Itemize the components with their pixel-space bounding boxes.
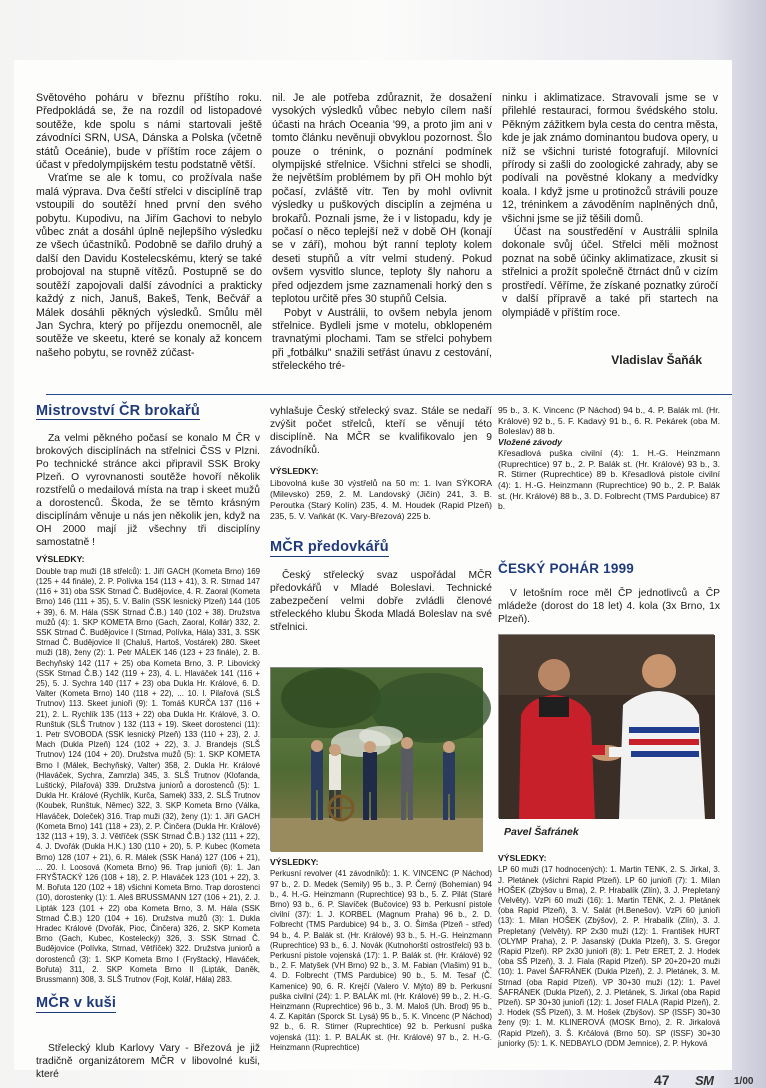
section-title-cesky-pohar: ČESKÝ POHÁR 1999 [498,561,634,577]
author-signature: Vladislav Šaňák [611,353,702,367]
paragraph: Účast na soustředění v Austrálii splnila dokonale svůj účel. Střelci měli možnost poznat na sobě účinky aklimatizace, zkusit si střelnici a prožít společně čtrnáct dnů v cizím prostředí. Věříme, že získané poznatky zúročí v další přípravě a také při startech na olympiádě v příštím roce. [502,226,718,319]
paragraph: nil. Je ale potřeba zdůraznit, že dosažení vysokých výsledků vůbec nebylo cílem naší účasti na hrách Oceania '99, a proto jim ani v tomto článku nevěnuji obvyklou pozornost. Šlo pouze o trénink, o poznání podmínek olympijské střelnice. Všichni střelci se shodli, že největším problémem by při OH mohlo být počasí, zvláště vítr. Ten by mohl ovlivnit výsledky u puškových disciplín a zejména u brokařů. Poznali jsme, že i v listopadu, kdy je počasí o něco teplejší než v době OH (konají se v září), mohou být ranní teploty kolem deseti stupňů a vítr velmi studený. Pokud ovšem vysvitlo slunce, teploty šly nahoru a před odjezdem jsme zaznamenali horký den s teplotou určitě přes 30 stupňů Celsia. [272,92,492,306]
magazine-page [14,60,754,1088]
article-top-col1 [36,92,262,360]
section-divider [46,394,732,395]
section-intro: Český střelecký svaz uspořádal MČR předovkářů v Mladé Boleslavi. Technické zabezpečení velmi dobře zvládli členové střeleckého klubu Škoda Mladá Boleslav na své střelnici. [270,569,492,633]
section-title-kusi: MČR v kuši [36,995,117,1012]
column-middle [270,405,492,634]
column-right [498,405,720,626]
results-header: VÝSLEDKY: [498,853,547,863]
results-text: Libovolná kuše 30 výstřelů na 50 m: 1. Ivan SÝKORA (Milevsko) 259, 2. M. Landovský (Jičín) 241, 3. B. Peroutka (Starý Kolín) 235, 4. M. Houdek (Rapid Plzeň) 235, 5. V. Vaňkát (K. Vary-Březová) 225 b. [270,478,492,521]
kusi-intro-left [36,1042,260,1081]
section-intro: Za velmi pěkného počasí se konalo M ČR v brokových disciplínách na střelnici ČSS v Plzni. Po technické stránce akci připravil SSK Broky Plzeň. O vyrovnanosti soutěže hovoří několik rozstřelů o medailová místa na trap i skeet mužů a dorostenců. Škoda, že se těmto krásným disciplínám věnuje u nás jen několik jen, když na OH 2000 mají již všechny tři disciplíny samostatně ! [36,433,260,549]
paragraph: Vraťme se ale k tomu, co prožívala naše malá výprava. Dva čeští střelci v disciplíně trap vstoupili do soutěží hned první den svého pobytu. Kupodivu, na Jiřím Gachovi to nebylo vůbec znát a dosáhl úplně nejlepšího výsledku ze všech účastníků. Podobně se dařilo druhý a další den Davidu Kostelecskému, který se také probojoval na stupně vítězů. Postupně se do soutěží zapojovali další závodníci a prakticky každý z nich, Januš, Bakeš, Tenk, Bečvář a Málek dosáhli pěkných výsledků. Smůlu měl Jan Sychra, který po příjezdu onemocněl, ale soutěže ve skeetu, které se konaly až koncem našeho pobytu, se rovněž zúčast- [36,172,262,359]
article-top-col3 [502,92,718,320]
section-intro: V letošním roce měl ČP jednotlivců a ČP mládeže (dorost do 18 let) 4. kola (3x Brno, 1x Plzeň). [498,588,720,626]
issue-number: 1/00 [734,1076,754,1087]
results-header: VÝSLEDKY: [36,554,85,565]
paragraph: ninku i aklimatizace. Stravovali jsme se v přilehlé restauraci, formou švédského stolu. Pěkným zážitkem byla cesta do centra města, kde je jak známo dominantou budova opery, u níž se všichni turisté fotografují. Milovníci přírody si zašli do zoologické zahrady, aby se podívali na pověstné klokany a medvídky koala. I když jsme u protinožců strávili pouze 12, tréninkem a závoděním naplněných dnů, všichni jsme se již těšili domů. [502,92,718,225]
photo-handshake [498,634,714,818]
results-text: Perkusní revolver (41 závodníků): 1. K. VINCENC (P Náchod) 97 b., 2. D. Medek (Semily) 95 b., 3. P. Černý (Bohemian) 94 b., 4. H.-G. Heinzmann (Ruprechtice) 93 b., 5. Z. Pilát (Staré Brno) 93 b., 6. P. Slavíček (Bučovice) 93 b. Perkusní pistole civilní (37): 1. J. KORBEL (Magnum Praha) 96 b., 2. D. Folbrecht (TMS Pardubice) 94 b., 3. O. Šimša (Plzeň - střed) 94 b., 4. P. Balák st. (Hr. Králové) 93 b., 5. H.-G. Heinzmann (Ruprechtice) 93 b., 6. J. Novák (Kutnohorští ostrostřelci) 93 b. Perkusní pistole vojenská (17): 1. P. Balák st. (Hr. Králové) 92 b., 2. F. Matyšek (VH Brno) 92 b., 3. M. Fabian (Vlašim) 91 b., 4. D. Folbrecht (TMS Pardubice) 90 b., 5. M. Tesař (Č. Kamenice) 90, 6. R. Krejčí (Valero V. Mýto) 89 b. Perkusní puška civilní (24): 1. P. BALÁK ml. (Hr. Králové) 99 b., 2. H.-G. Heinzmann (Ruprechtice) 96 b., 3. M. Maloš (Uh. Brod) 95 b., 4. Z. Kapitán (Sporck St. Lysá) 95 b., 5. K. Vincenc (P Náchod) 92 b., 6. R. Stirner (Ruprechtice) 92 b. Perkusní puška vojenská (11): 1. P. BALÁK st. (Hr. Králové) 97 b., 2. H.-G. Heinzmann (Ruprechtice) [270,869,492,1052]
results-text: Double trap muži (18 střelců): 1. Jiří GACH (Kometa Brno) 169 (125 + 44 finále), 2. P. Polívka 154 (113 + 41), 3. R. Strnad 147 (116 + 31) oba SSK Strnad Č. Budějovice, 4. R. Zaoral (Kometa Brno) 146 (111 + 35), 5. V. Balín (SSK lesnický Plzeň) 144 (105 + 39), 6. M. Hála (SSK Strnad Č.B.) 140 (102 + 38). Družstva mužů (4): 1. SKP KOMETA Brno (Gach, Zaoral, Kollár) 332, 2. SSK Strnad Č. Budějovice I (Strnad, Polívka, Hála) 331, 3. SSK Strnad Č. Budějovice II (Chaluš, Hartoš, Vostárek) 280. Skeet muži (18), ženy (2): 1. Petr MÁLEK 146 (123 + 23 finále), 2. B. Bechyňský 142 (117 + 25) oba Kometa Brno, 3. P. Libovický (SSK Strnad Č.B.) 142 (119 + 23), 4. L. Hlaváček 141 (116 + 25), 5. J. Sychra 140 (117 + 23) oba Dukla Hr. Králové, 6. D. Valter (Kometa Brno) 140 (118 + 22), ... 10. I. Pilařová (SLŠ Trutnov) 113. Skeet junioři (9): 1. Tomáš KURČA 137 (116 + 21), 2. L. Rychlík 135 (113 + 22) oba Dukla Hr. Králové, 3. O. Runštuk (SLŠ Trutnov ) 132 (113 + 19). Skeet dorostenci (11): 1. Petr SVOBODA (SSK lesnický Plzeň) 133 (110 + 23), 2. J. Mach (Dukla Plzeň) 124 (102 + 22), 3. J. Brandejs (SLŠ Trutnov) 124 (104 + 20). Družstva mužů (5): 1. SKP KOMETA Brno I (Málek, Bechyňský, Valter) 358, 2. Dukla Hr. Králové (Hlaváček, Sychra, Zamrzla) 345, 3. SLŠ Trutnov (Klofanda, Luštický, Pilařová) 339. Družstva juniorů a dorostenců (5): 1. Dukla Hr. Králové (Rychlík, Kurča, Samek) 333, 2. SLŠ Trutnov (Koubek, Runštuk, Němec) 322, 3. SKP Kometa Brno (Válka, Hlaváček, Doleček) 316. Trap muži (32), ženy (1): 1. Jiří GACH (Kometa Brno) 141 (118 + 23), 2. P. Činčera (Dukla Hr. Králové) 132 (113 + 19), 3. J. Větříček (SSK Strnad Č.B.) 132 (111 + 22), 4. J. Dvořák (Dukla H.K.) 130 (110 + 20), 5. P. Kubec (Kometa Brno) 128 (107 + 21), 6. R. Málek (SSK Haná) 127 (106 + 21), ... 20. I. Loosová (Kometa Brno) 96. Trap junioři (6): 1. Jan FRYŠTACKÝ 126 (108 + 18), 2. P. Hlaváček 123 (101 + 22), 3. M. Bořuta 120 (102 + 18) všichni Kometa Brno. Trap dorostenci (10), dorostenky (1): 1. Aleš BRUSSMANN 127 (106 + 21), 2. J. Lipták 123 (101 + 22) oba Kometa Brno, 3. M. Hála (SSK Strnad Č.B.) 120 (104 + 16). Družstva mužů (3): 1. Dukla Hradec Králové (Dvořák, Pioc, Činčera) 326, 2. SKP Kometa Brno (Gach, Kubec, Kostelecký) 326, 3. SSK Strnad Č. Budějovice (Polívka, Strnad, Větříček) 322. Družstva juniorů a dorostenců (3): 1. SKP Kometa Brno I (Fryštacký, Hlaváček, Bořuta) 311, 2. SKP Kometa Brno II (Lipták, Daněk, Brussmann) 308, 3. SLŠ Trutnov (Fojt, Kolář, Hála) 283. [36,566,260,984]
paragraph: Světového poháru v březnu příštího roku. Předpokládá se, že na rozdíl od listopadové soutěže, kde spolu s námi startovali ještě závodníci SRN, USA, Dánska a Polska (včetně států Oceánie), bude v příštím roce zájem o účast v předolympijském testu podstatně větší. [36,92,262,172]
section-intro-part: Střelecký klub Karlovy Vary - Březová je již tradičně organizátorem MČR v libovolné kuši, které [36,1043,260,1080]
pohar-results [498,852,720,1049]
vlozene-results: Křesadlová puška civilní (4): 1. H.-G. Heinzmann (Ruprechtice) 97 b., 2. P. Balák st. (Hr. Králové) 93 b., 3. R. Stirner (Ruprechtice) 89 b. Křesadlová pistole civilní (4): 1. H.-G. Heinzmann (Ruprechtice) 90 b., 2. P. Balák st. (Hr. Králové) 88 b., 3. D. Folbrecht (TMS Pardubice) 87 b. [498,447,720,512]
page-number: 47 [654,1072,670,1088]
photo-shooters [270,667,482,851]
predovkaru-results [270,856,492,1053]
paragraph: Pobyt v Austrálii, to ovšem nebyla jenom střelnice. Bydleli jsme v motelu, obklopeném travnatými plochami. Tam se střelci pohybem při „fotbálku" snažili setřást únavu z cestování, střeleckého tré- [272,306,492,373]
section-title-predovkaru: MČR předovkářů [270,539,389,556]
section-title-brokaru: Mistrovství ČR brokařů [36,403,200,419]
column-left [36,405,260,1017]
results-text: LP 60 muži (17 hodnocených): 1. Martin TENK, 2. S. Jirkal, 3. J. Pletánek (všichni Rapid Plzeň). LP 60 junioři (7): 1. Milan HOŠEK (Zbýšov u Brna), 2. P. Hrabalík (Zlín), 3. J. Prepletaný (Velvěty). VzPi 60 muži (16): 1. Martin TENK, 2. J. Pletánek (oba Rapid Plzeň), 3. V. Salát (H.Benešov). VzPi 60 junioři (13): 1. Milan HOŠEK (Zbýšov), 2. P. Hrabalík (Zlín), 3. J. Prepletaný (Velvěty). RP 2x30 muži (12): 1. František HURT (OLYMP Praha), 2. P. Jasanský (Dukla Plzeň), 3. S. Gregor (Rapid Plzeň). RP 2x30 junioři (8): 1. Petr ERET, 2. J. Hodek (oba SŠ Plzeň), 3. J. Fiala (Rapid Plzeň). SP 20+20+20 muži (10): 1. Pavel ŠAFRÁNEK (Dukla Plzeň), 2. J. Pletánek, 3. M. Strnad (oba Rapid Plzeň). VP 30+30 muži (12): 1. Pavel ŠAFRÁNEK (Dukla Plzeň), 2. J. Pletánek, S. Jirkal (oba Rapid Plzeň). SP 30+30 junioři (12): 1. Josef FIALA (Rapid Plzeň), 2. J. Hodek (SŠ Plzeň), 3. M. Hošek (Zbýšov). SP (ISSF) 30+30 ženy (9): 1. M. KLINEROVÁ (MOSK Brno), 2. R. Jirkalová (Rapid Plzeň), 3. Š. Krčálová (Brno 50). SP (ISSF) 30+30 juniorky (5): 1. K. NEDBAYLO (DDM Jemnice), 2. P. Hyková [498,865,720,1048]
section-intro-cont: vyhlašuje Český střelecký svaz. Stále se nedaří zvýšit počet střelců, kteří se věnují této disciplíně. Na MČR se kvalifikovalo jen 9 závodníků. [270,406,492,456]
results-header: VÝSLEDKY: [270,466,319,476]
handshake-illustration [499,635,715,819]
article-top-col2 [272,92,492,374]
results-cont: 95 b., 3. K. Vincenc (P Náchod) 94 b., 4. P. Balák ml. (Hr. Králové) 92 b., 5. F. Kadavý 91 b., 6. R. Pekárek (oba M. Boleslav) 88 b. [498,405,720,437]
vlozene-title: Vložené závody [498,437,562,448]
results-header: VÝSLEDKY: [270,857,319,867]
shooters-illustration [271,668,483,852]
magazine-logo: SM [695,1073,714,1088]
photo-caption: Pavel Šafránek [504,826,579,838]
